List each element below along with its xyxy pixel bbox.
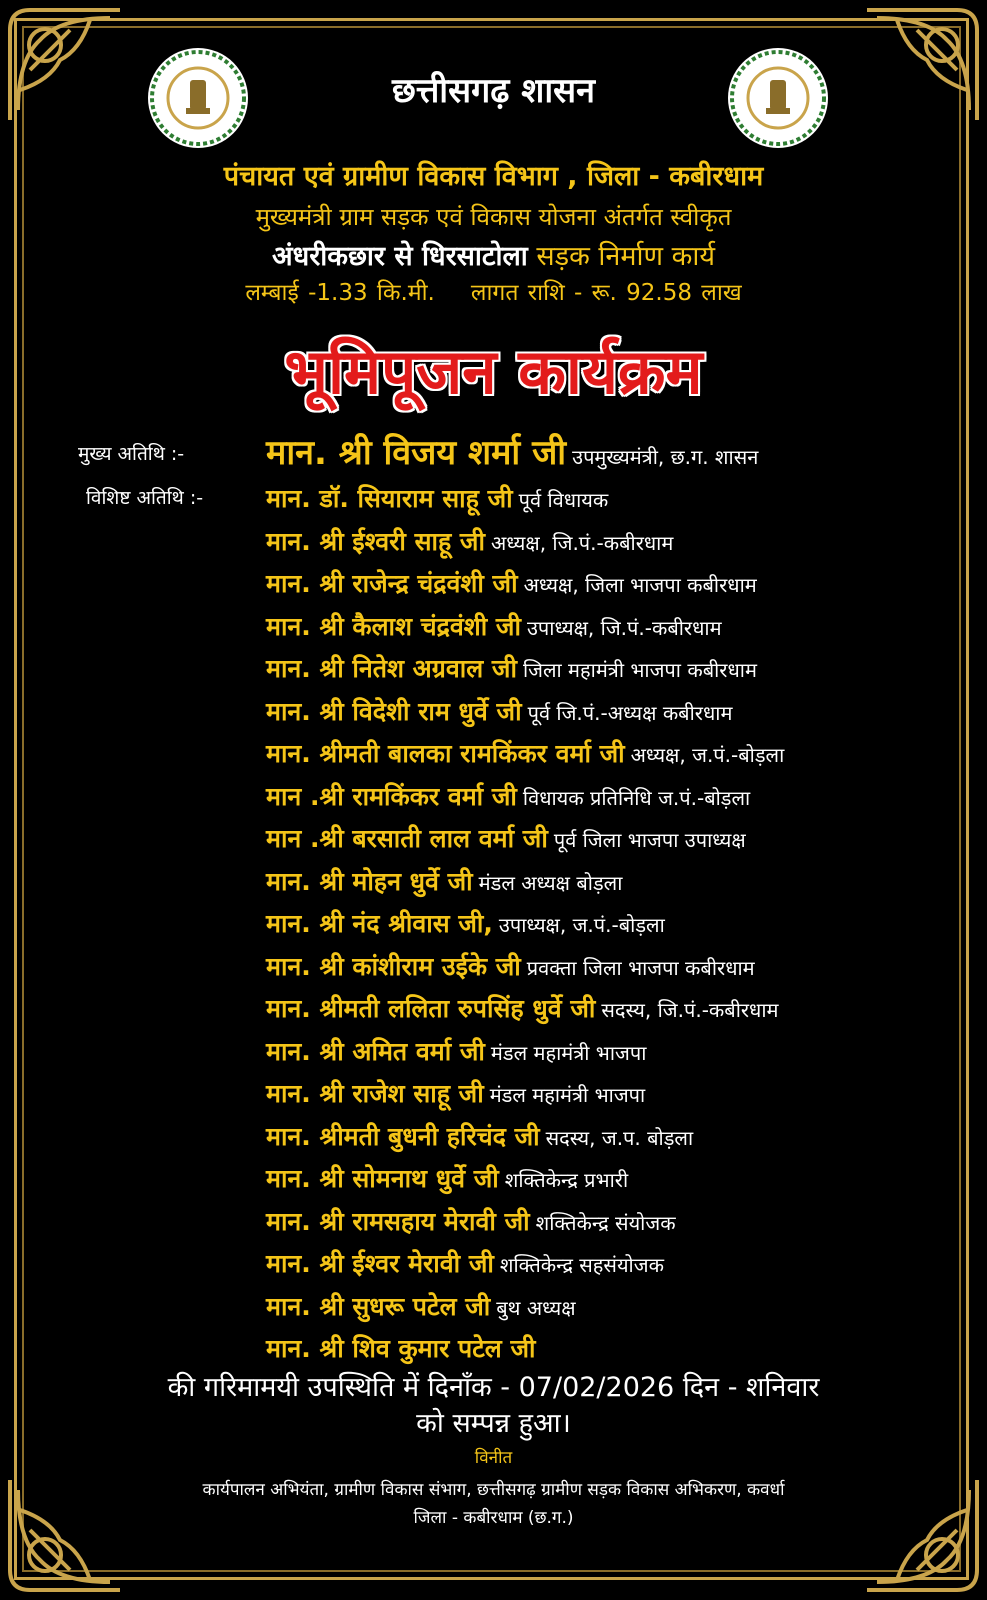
guest-designation: पूर्व जिला भाजपा उपाध्यक्ष bbox=[553, 828, 746, 852]
guest-row bbox=[266, 478, 966, 521]
chief-guest-label: मुख्य अतिथि :- bbox=[78, 443, 185, 465]
scheme-line: मुख्यमंत्री ग्राम सड़क एवं विकास योजना अंतर्गत स्वीकृत bbox=[255, 203, 732, 231]
guest-row bbox=[266, 733, 966, 776]
guest-row bbox=[266, 521, 966, 564]
guest-row bbox=[266, 1286, 966, 1329]
guest-designation: शक्तिकेन्द्र प्रभारी bbox=[504, 1168, 629, 1192]
guest-designation: मंडल महामंत्री भाजपा bbox=[490, 1040, 647, 1065]
guest-name: मान. श्री कैलाश चंद्रवंशी जी bbox=[266, 611, 521, 641]
guest-name: मान. श्रीमती बुधनी हरिचंद जी bbox=[266, 1121, 540, 1151]
guest-row bbox=[266, 428, 966, 478]
guest-name: मान. श्री ईश्वर मेरावी जी bbox=[266, 1249, 494, 1278]
guest-name: मान. श्री ईश्वरी साहू जी bbox=[266, 526, 485, 556]
guest-designation: पूर्व विधायक bbox=[518, 488, 609, 512]
guest-name: मान. श्री अमित वर्मा जी bbox=[266, 1036, 485, 1066]
guest-name: मान .श्री रामकिंकर वर्मा जी bbox=[266, 781, 517, 811]
guest-name: मान .श्री बरसाती लाल वर्मा जी bbox=[266, 824, 548, 853]
presence-text bbox=[0, 1370, 987, 1442]
guest-name: मान. श्री राजेन्द्र चंद्रवंशी जी bbox=[266, 569, 518, 598]
guest-name: मान. श्री सुधरू पटेल जी bbox=[266, 1291, 491, 1321]
guest-designation: विधायक प्रतिनिधि ज.पं.-बोड़ला bbox=[522, 785, 751, 810]
guest-name: मान. श्रीमती ललिता रुपसिंह धुर्वे जी bbox=[266, 994, 596, 1023]
guest-name: मान. श्री मोहन धुर्वे जी bbox=[266, 866, 473, 896]
guest-designation: उपमुख्यमंत्री, छ.ग. शासन bbox=[572, 445, 759, 469]
guest-designation: मंडल महामंत्री भाजपा bbox=[489, 1083, 646, 1107]
guest-name: मान. श्री विजय शर्मा जी bbox=[266, 433, 567, 473]
project-cost: लागत राशि - रू. 92.58 लाख bbox=[470, 280, 742, 306]
guest-name: मान. श्री विदेशी राम धुर्वे जी bbox=[266, 696, 522, 726]
guest-row bbox=[266, 648, 966, 691]
guest-name: मान. श्री शिव कुमार पटेल जी bbox=[266, 1334, 536, 1363]
guest-designation: मंडल अध्यक्ष बोड़ला bbox=[478, 870, 623, 895]
office-line-2: जिला - कबीरधाम (छ.ग.) bbox=[413, 1508, 574, 1528]
guest-name: मान. श्रीमती बालका रामकिंकर वर्मा जी bbox=[266, 739, 625, 768]
guest-row bbox=[266, 1243, 966, 1286]
guest-designation: शक्तिकेन्द्र संयोजक bbox=[535, 1210, 676, 1235]
guest-row bbox=[266, 1328, 966, 1371]
guest-row bbox=[266, 946, 966, 989]
guest-row bbox=[266, 988, 966, 1031]
vinit-label: विनीत bbox=[474, 1448, 513, 1468]
guest-designation: उपाध्यक्ष, ज.पं.-बोड़ला bbox=[498, 913, 665, 937]
guest-name: मान. श्री नितेश अग्रवाल जी bbox=[266, 654, 517, 683]
length-cost-line bbox=[0, 275, 987, 307]
presence-line-1: की गरिमामयी उपस्थिति में दिनाँक - 07/02/2026 दिन - शनिवार bbox=[167, 1372, 820, 1403]
guest-row bbox=[266, 1158, 966, 1201]
guest-designation: अध्यक्ष, जिला भाजपा कबीरधाम bbox=[523, 573, 757, 597]
guest-designation: सदस्य, ज.प. बोड़ला bbox=[545, 1125, 694, 1150]
project-type: सड़क निर्माण कार्य bbox=[536, 241, 716, 272]
project-line bbox=[0, 236, 987, 273]
guest-name: मान. श्री सोमनाथ धुर्वे जी bbox=[266, 1164, 499, 1193]
special-guest-label: विशिष्ट अतिथि :- bbox=[86, 487, 204, 509]
guest-designation: अध्यक्ष, ज.पं.-बोड़ला bbox=[630, 743, 785, 767]
guest-name: मान. श्री नंद श्रीवास जी, bbox=[266, 909, 493, 938]
guest-name: मान. श्री रामसहाय मेरावी जी bbox=[266, 1206, 530, 1236]
guest-row bbox=[266, 903, 966, 946]
program-title: भूमिपूजन कार्यक्रम bbox=[284, 335, 703, 408]
guest-list bbox=[266, 428, 966, 1371]
guest-row bbox=[266, 861, 966, 904]
guest-designation: प्रवक्ता जिला भाजपा कबीरधाम bbox=[526, 955, 755, 980]
guest-designation: सदस्य, जि.पं.-कबीरधाम bbox=[601, 998, 779, 1022]
office-signature bbox=[0, 1476, 987, 1532]
guest-designation: शक्तिकेन्द्र सहसंयोजक bbox=[499, 1253, 664, 1277]
guest-name: मान. श्री कांशीराम उईके जी bbox=[266, 951, 521, 981]
guest-designation: उपाध्यक्ष, जि.पं.-कबीरधाम bbox=[526, 615, 722, 640]
guest-designation: जिला महामंत्री भाजपा कबीरधाम bbox=[522, 658, 757, 682]
guest-row bbox=[266, 776, 966, 819]
guest-name: मान. डॉ. सियाराम साहू जी bbox=[266, 484, 513, 513]
project-name: अंधरीकछार से धिरसाटोला bbox=[271, 241, 528, 272]
guest-row bbox=[266, 691, 966, 734]
guest-row bbox=[266, 1201, 966, 1244]
guest-designation: पूर्व जि.पं.-अध्यक्ष कबीरधाम bbox=[527, 700, 733, 725]
guest-row bbox=[266, 1073, 966, 1116]
guest-row bbox=[266, 606, 966, 649]
office-line-1: कार्यपालन अभियंता, ग्रामीण विकास संभाग, छत्तीसगढ़ ग्रामीण सड़क विकास अभिकरण, कवर्धा bbox=[202, 1480, 785, 1500]
guest-row bbox=[266, 563, 966, 606]
road-length: लम्बाई -1.33 कि.मी. bbox=[245, 280, 435, 306]
guest-row bbox=[266, 1031, 966, 1074]
government-title: छत्तीसगढ़ शासन bbox=[391, 71, 596, 111]
guest-designation: अध्यक्ष, जि.पं.-कबीरधाम bbox=[490, 530, 674, 555]
guest-name: मान. श्री राजेश साहू जी bbox=[266, 1079, 484, 1108]
guest-row bbox=[266, 818, 966, 861]
guest-row bbox=[266, 1116, 966, 1159]
department-line: पंचायत एवं ग्रामीण विकास विभाग , जिला - कबीरधाम bbox=[223, 161, 764, 192]
guest-designation: बुथ अध्यक्ष bbox=[496, 1295, 576, 1320]
presence-line-2: को सम्पन्न हुआ। bbox=[416, 1408, 571, 1439]
